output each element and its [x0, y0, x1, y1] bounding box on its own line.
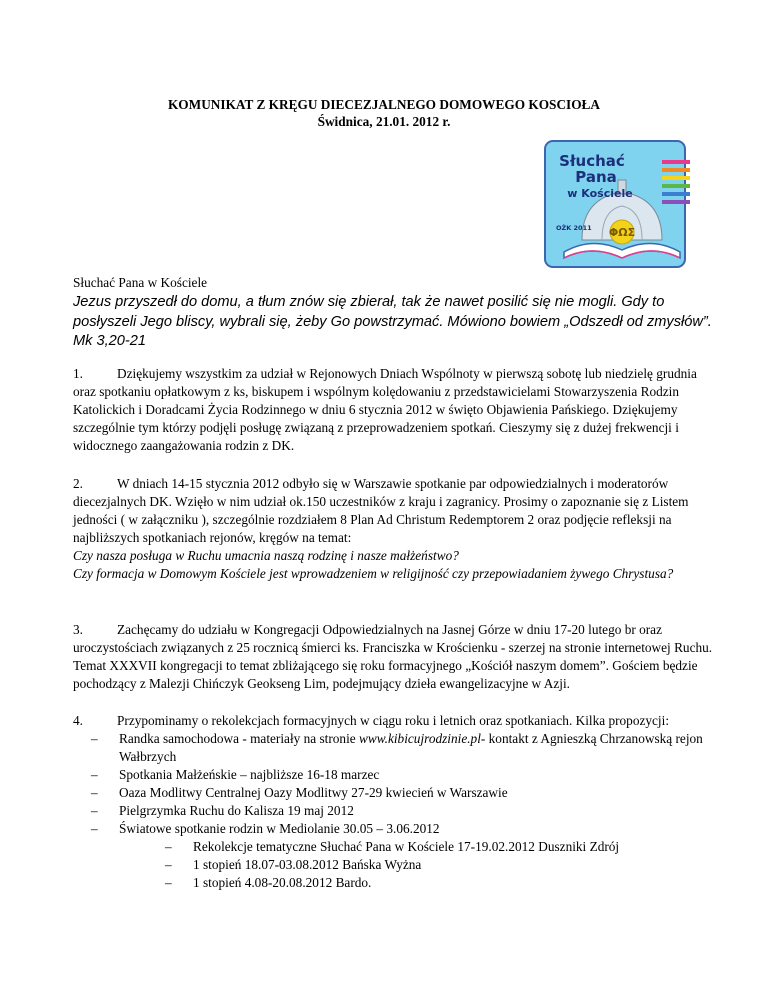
section-heading: Słuchać Pana w Kościele: [73, 275, 208, 290]
document-title: KOMUNIKAT Z KRĘGU DIECEZJALNEGO DOMOWEGO KOSCIOŁA: [167, 97, 601, 112]
svg-text:ΦΩΣ: ΦΩΣ: [608, 226, 636, 239]
list-item: – 1 stopień 4.08-20.08.2012 Bardo.: [73, 874, 713, 892]
list-item: – Światowe spotkanie rodzin w Mediolanie 30.05 – 3.06.2012: [73, 820, 713, 838]
paragraph-number: 3.: [73, 622, 83, 637]
list-item: – Randka samochodowa - materiały na stronie www.kibicujrodzinie.pl- kontakt z Agnieszką Chrzanowską rejon Wałbrzych: [73, 730, 713, 766]
logo-image: [544, 140, 690, 270]
list-item: – Pielgrzymka Ruchu do Kalisza 19 maj 2012: [73, 802, 713, 820]
website-link[interactable]: www.kibicujrodzinie.pl: [359, 731, 481, 746]
paragraph-text: Przypominamy o rekolekcjach formacyjnych w ciągu roku i letnich oraz spotkaniach. Kilka propozycji:: [117, 713, 670, 728]
paragraph-number: 4.: [73, 713, 83, 728]
list-item: – Spotkania Małżeńskie – najbliższe 16-18 marzec: [73, 766, 713, 784]
paragraph-3: [73, 621, 713, 693]
logo-badge: OŻK 2011: [556, 224, 592, 232]
paragraph-text: W dniach 14-15 stycznia 2012 odbyło się w Warszawie spotkanie par odpowiedzialnych i moderatorów diecezjalnych DK. Wzięło w nim udział ok.150 uczestników z kraju i zagranicy. Prosimy o zapoznanie się z Listem jedności ( w załączniku ), szczególnie rozdziałem 8 Plan Ad Christum Redemptorem 2 oraz podjęcie refleksji na najbliższych spotkaniach rejonów, kręgów na temat:: [73, 476, 689, 545]
paragraph-number: 1.: [73, 366, 83, 381]
logo-line3: w Kościele: [567, 187, 633, 200]
question-1: Czy nasza posługa w Ruchu umacnia naszą rodzinę i nasze małżeństwo?: [73, 548, 459, 563]
paragraph-text: Zachęcamy do udziału w Kongregacji Odpowiedzialnych na Jasnej Górze w dniu 17-20 lutego br oraz uroczystościach związanych z 25 rocznicą śmierci ks. Franciszka w Krościenku - szerzej na stronie internetowej Ruchu. Temat XXXVII kongregacji to temat zbliżającego się roku formacyjnego „Kościół naszym domem”. Gościem będzie pochodzący z Malezji Chińczyk Geokseng Lim, podejmujący dzieła ewangelizacyjne w Azji.: [73, 622, 713, 691]
paragraph-text: Dziękujemy wszystkim za udział w Rejonowych Dniach Wspólnoty w pierwszą sobotę lub niedzielę grudnia oraz spotkaniu opłatkowym z ks, biskupem i wspólnym kolędowaniu z przedstawicielami Stowarzyszenia Rodzin Katolickich i Doradcami Życia Rodzinnego w dniu 6 stycznia 2012 w święto Objawienia Pańskiego. Dziękujemy szczególnie tym którzy podjęli posługę związaną z przeprowadzeniem spotkań. Cieszymy się z dużej frekwencji i widocznego zaangażowania rodzin z DK.: [73, 366, 697, 453]
paragraph-2: [73, 475, 713, 583]
paragraph-number: 2.: [73, 476, 83, 491]
paragraph-1: [73, 365, 713, 455]
list-item: – 1 stopień 18.07-03.08.2012 Bańska Wyżna: [73, 856, 713, 874]
list-item: – Rekolekcje tematyczne Słuchać Pana w Kościele 17-19.02.2012 Duszniki Zdrój: [73, 838, 713, 856]
paragraph-4: [73, 712, 713, 892]
proposal-list: [73, 730, 713, 838]
scripture-quote: Jezus przyszedł do domu, a tłum znów się zbierał, tak że nawet posilić się nie mogli. Gdy to posłyszeli Jego bliscy, wybrali się, żeby Go powstrzymać. Mówiono bowiem „Odszedł od zmysłów”. Mk 3,20-21: [73, 294, 712, 349]
retreat-list: [73, 838, 713, 892]
place-date: Świdnica, 21.01. 2012 r.: [317, 114, 451, 129]
list-item: – Oaza Modlitwy Centralnej Oazy Modlitwy 27-29 kwiecień w Warszawie: [73, 784, 713, 802]
logo-line2: Pana: [575, 168, 617, 186]
question-2: Czy formacja w Domowym Kościele jest wprowadzeniem w religijność czy przepowiadaniem żywego Chrystusa?: [73, 566, 674, 581]
logo-line1: Słuchać: [559, 152, 625, 170]
